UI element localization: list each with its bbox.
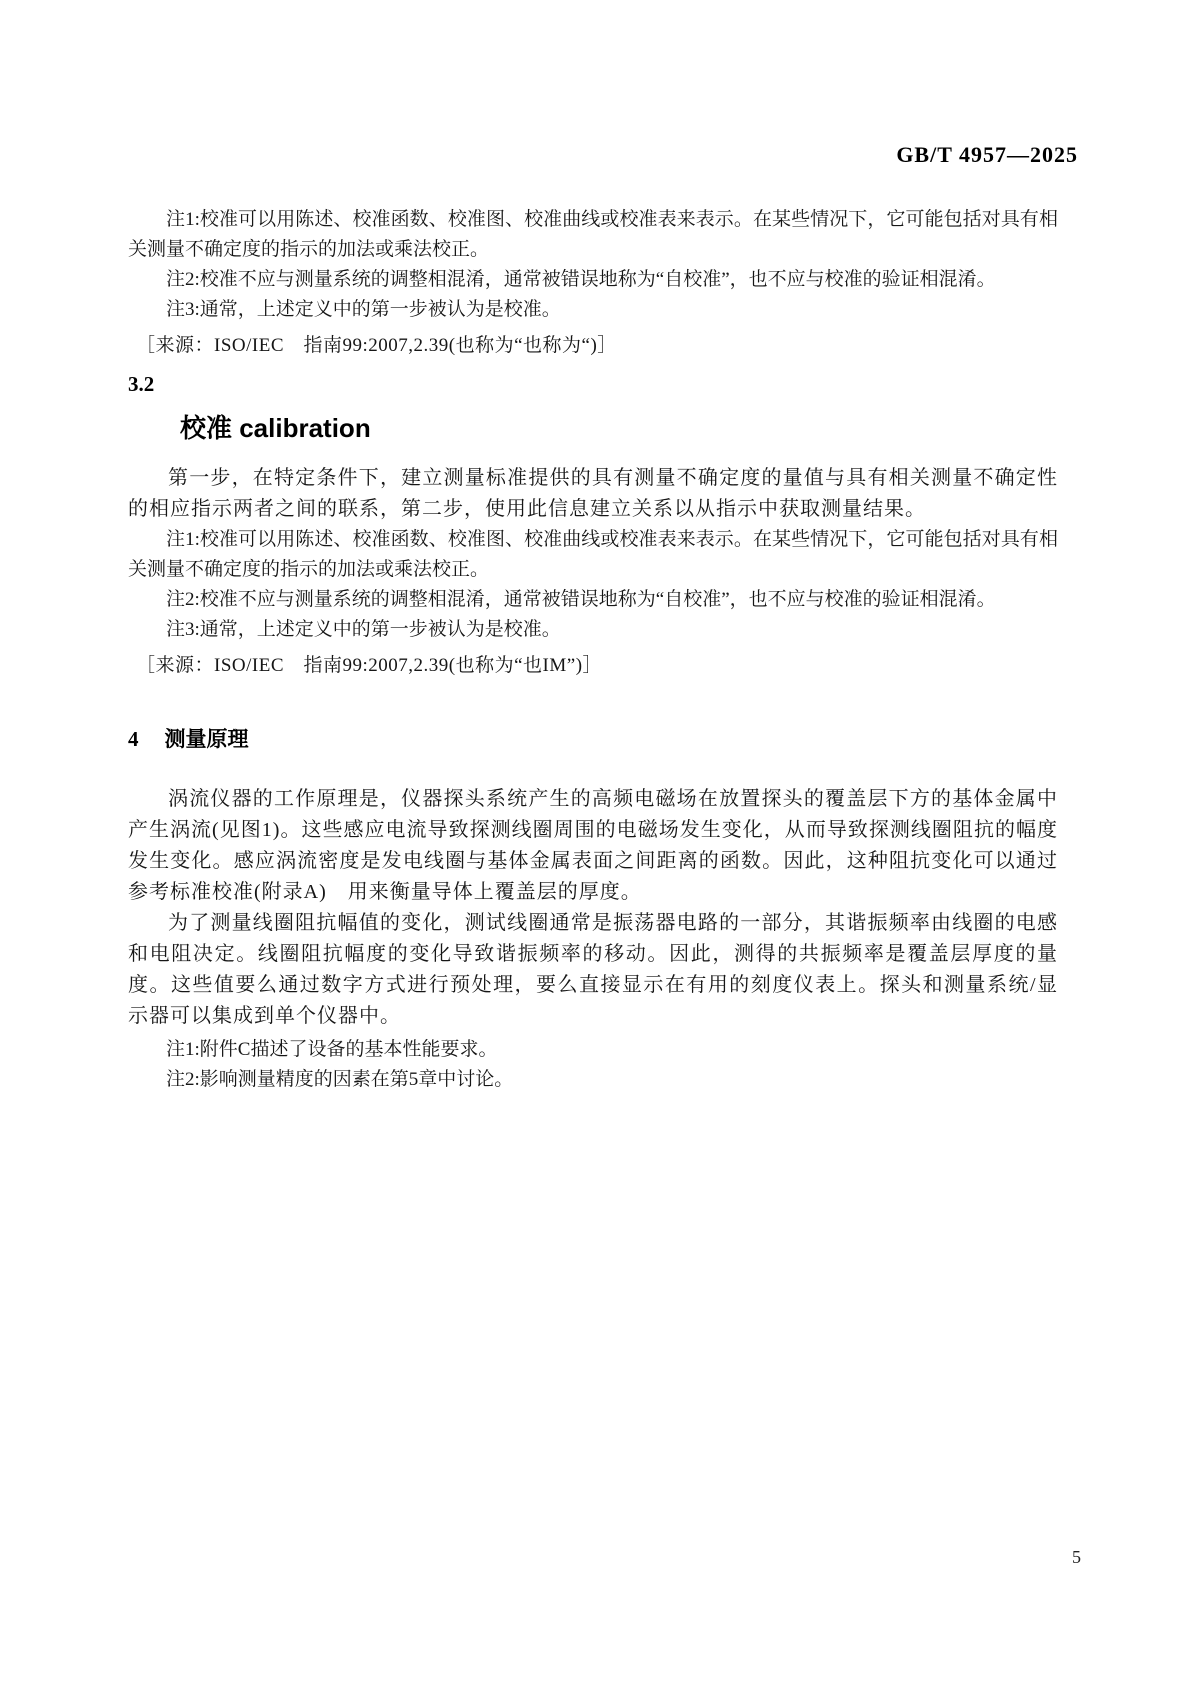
clause-4-title: 测量原理 — [164, 728, 249, 751]
term-3-2-note-2: 注2:校准不应与测量系统的调整相混淆，通常被错误地称为“自校准”，也不应与校准的验证相混淆。 — [166, 589, 996, 610]
term-3-2-note-1: 注1:校准可以用陈述、校准函数、校准图、校准曲线或校准表来表示。在某些情况下，它可能包括对具有相关测量不确定度的指示的加法或乘法校正。 — [128, 529, 1058, 580]
term-number-3-2: 3.2 — [128, 372, 155, 396]
clause-4-note-2: 注2:影响测量精度的因素在第5章中讨论。 — [166, 1069, 514, 1090]
standard-number-header: GB/T 4957—2025 — [896, 142, 1078, 167]
term-3-1-note-1: 注1:校准可以用陈述、校准函数、校准图、校准曲线或校准表来表示。在某些情况下，它可能包括对具有相关测量不确定度的指示的加法或乘法校正。 — [128, 209, 1058, 260]
measurement-principle-paragraph-2: 为了测量线圈阻抗幅值的变化，测试线圈通常是振荡器电路的一部分，其谐振频率由线圈的电感和电阻决定。线圈阻抗幅度的变化导致谐振频率的移动。因此，测得的共振频率是覆盖层厚度的量度。这些值要么通过数字方式进行预处理，要么直接显示在有用的刻度仪表上。探头和测量系统/显示器可以集成到单个仪器中。 — [128, 912, 1058, 1027]
term-3-1-source: ［来源：ISO/IEC 指南99:2007,2.39(也称为“也称为“)］ — [136, 335, 617, 356]
page-content — [128, 0, 1078, 1095]
page-number: 5 — [1072, 1547, 1081, 1567]
term-3-2-definition: 第一步，在特定条件下，建立测量标准提供的具有测量不确定度的量值与具有相关测量不确定性的相应指示两者之间的联系，第二步，使用此信息建立关系以从指示中获取测量结果。 — [128, 467, 1058, 520]
term-3-2-source: ［来源：ISO/IEC 指南99:2007,2.39(也称为“也IM”)］ — [136, 655, 603, 676]
clause-4-heading — [128, 723, 1058, 756]
clause-4-number: 4 — [128, 727, 139, 751]
term-3-1-note-3: 注3:通常，上述定义中的第一步被认为是校准。 — [166, 299, 561, 320]
term-3-2-note-3: 注3:通常，上述定义中的第一步被认为是校准。 — [166, 619, 561, 640]
term-3-2-notes-block — [128, 525, 1058, 681]
term-3-1-notes-block — [128, 205, 1058, 361]
term-title-calibration: 校准 calibration — [180, 413, 371, 443]
term-3-1-note-2: 注2:校准不应与测量系统的调整相混淆，通常被错误地称为“自校准”，也不应与校准的验证相混淆。 — [166, 269, 996, 290]
clause-4-note-1: 注1:附件C描述了设备的基本性能要求。 — [166, 1039, 498, 1060]
measurement-principle-paragraph-1: 涡流仪器的工作原理是，仪器探头系统产生的高频电磁场在放置探头的覆盖层下方的基体金属中产生涡流(见图1)。这些感应电流导致探测线圈周围的电磁场发生变化，从而导致探测线圈阻抗的幅度发生变化。感应涡流密度是发电线圈与基体金属表面之间距离的函数。因此，这种阻抗变化可以通过参考标准校准(附录A) 用来衡量导体上覆盖层的厚度。 — [128, 788, 1058, 903]
